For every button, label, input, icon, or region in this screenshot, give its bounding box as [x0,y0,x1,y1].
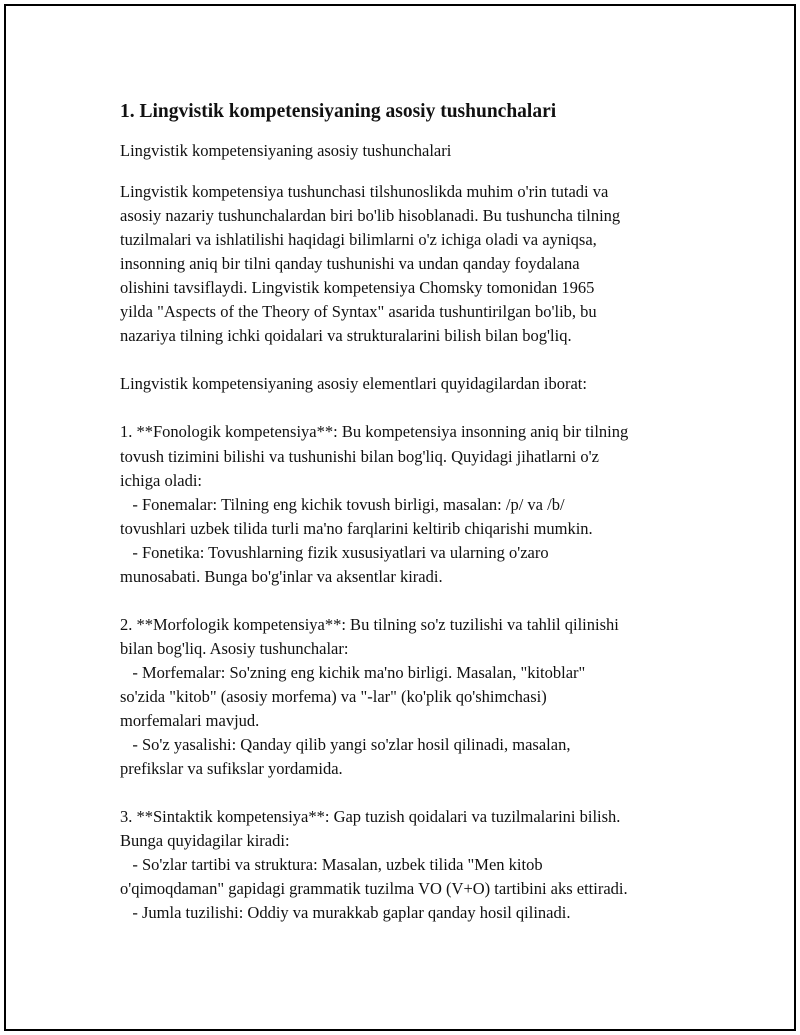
body-line: 1. **Fonologik kompetensiya**: Bu kompetensiya insonning aniq bir tilning [120,422,629,442]
body-line: prefikslar va sufikslar yordamida. [120,759,343,779]
document-content [120,98,710,925]
blank-line [120,348,710,372]
blank-line [120,781,710,805]
document-body [120,180,710,925]
body-line: yilda "Aspects of the Theory of Syntax" asarida tushuntirilgan bo'lib, bu [120,302,597,322]
document-page [4,4,796,1031]
body-line: insonning aniq bir tilni qanday tushunishi va undan qanday foydalana [120,254,580,274]
body-line: nazariya tilning ichki qoidalari va strukturalarini bilish bilan bog'liq. [120,326,572,346]
body-line: o'qimoqdaman" gapidagi grammatik tuzilma VO (V+O) tartibini aks ettiradi. [120,879,628,899]
body-line: olishini tavsiflaydi. Lingvistik kompetensiya Chomsky tomonidan 1965 [120,278,595,298]
body-line: ichiga oladi: [120,470,203,490]
body-line: - So'z yasalishi: Qanday qilib yangi so'zlar hosil qilinadi, masalan, [120,735,571,755]
body-line: tovush tizimini bilishi va tushunishi bilan bog'liq. Quyidagi jihatlarni o'z [120,446,599,466]
body-line: so'zida "kitob" (asosiy morfema) va "-lar" (ko'plik qo'shimchasi) [120,686,547,706]
body-line: - Jumla tuzilishi: Oddiy va murakkab gaplar qanday hosil qilinadi. [120,903,571,923]
document-subtitle: Lingvistik kompetensiyaning asosiy tushunchalari [120,141,452,160]
body-line: Lingvistik kompetensiyaning asosiy elementlari quyidagilardan iborat: [120,374,587,394]
body-line: asosiy nazariy tushunchalardan biri bo'lib hisoblanadi. Bu tushuncha tilning [120,206,621,226]
blank-line [120,396,710,420]
body-line: - Fonemalar: Tilning eng kichik tovush birligi, masalan: /p/ va /b/ [120,494,565,514]
body-line: Lingvistik kompetensiya tushunchasi tilshunoslikda muhim o'rin tutadi va [120,182,609,201]
body-line: - So'zlar tartibi va struktura: Masalan, uzbek tilida "Men kitob [120,855,543,875]
body-line: tuzilmalari va ishlatilishi haqidagi bilimlarni o'z ichiga oladi va ayniqsa, [120,230,597,250]
body-line: munosabati. Bunga bo'g'inlar va aksentlar kiradi. [120,566,443,586]
body-line: - Morfemalar: So'zning eng kichik ma'no birligi. Masalan, "kitoblar" [120,662,586,682]
blank-line [120,589,710,613]
body-line: tovushlari uzbek tilida turli ma'no farqlarini keltirib chiqarishi mumkin. [120,518,593,538]
body-line: bilan bog'liq. Asosiy tushunchalar: [120,638,349,658]
body-line: 3. **Sintaktik kompetensiya**: Gap tuzish qoidalari va tuzilmalarini bilish. [120,807,621,827]
body-line: morfemalari mavjud. [120,711,260,731]
document-title: 1. Lingvistik kompetensiyaning asosiy tushunchalari [120,101,557,122]
body-line: Bunga quyidagilar kiradi: [120,831,290,851]
body-line: 2. **Morfologik kompetensiya**: Bu tilning so'z tuzilishi va tahlil qilinishi [120,614,619,634]
body-line: - Fonetika: Tovushlarning fizik xususiyatlari va ularning o'zaro [120,542,549,562]
